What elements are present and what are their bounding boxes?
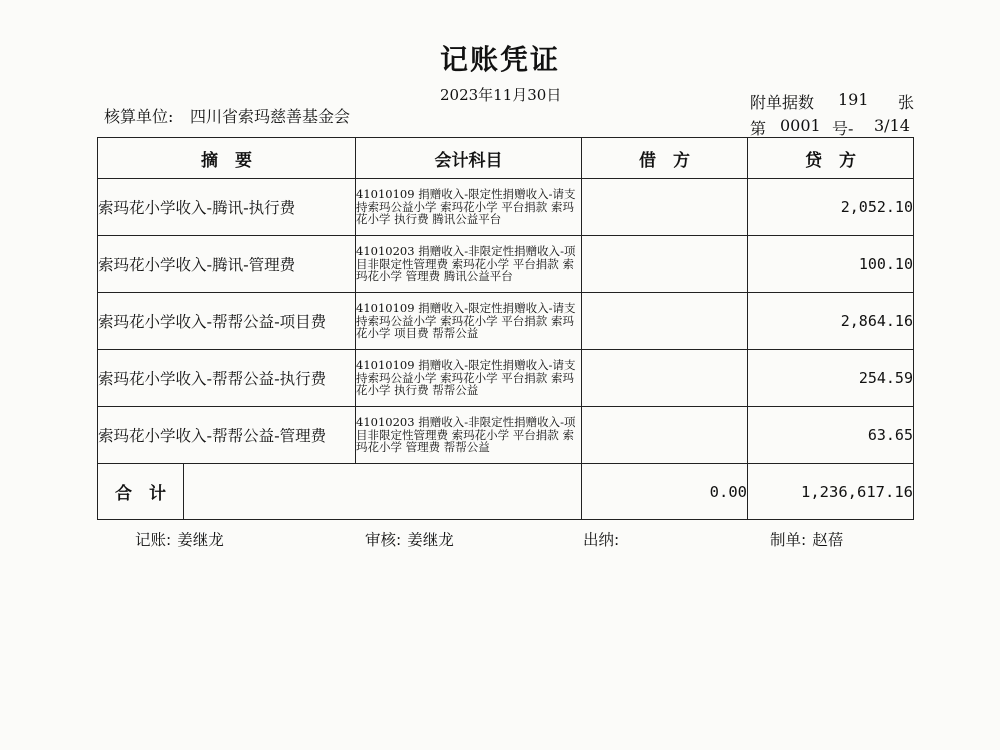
header-debit: 借 方: [582, 138, 748, 179]
header-credit: 贷 方: [748, 138, 914, 179]
accounting-unit-label: 核算单位:: [104, 107, 174, 126]
cashier-label: 出纳:: [583, 531, 620, 549]
row-summary: 索玛花小学收入-帮帮公益-执行费: [98, 350, 356, 407]
row-debit: [582, 293, 748, 350]
voucher-table: [97, 137, 914, 520]
reviewer-signature: [365, 528, 454, 550]
total-row: [98, 464, 914, 520]
accounting-unit-value: 四川省索玛慈善基金会: [190, 107, 351, 126]
preparer-label: 制单:: [770, 531, 807, 549]
row-credit: 254.59: [748, 350, 914, 407]
row-account: 41010203 捐赠收入-非限定性捐赠收入-项目非限定性管理费 索玛花小学 平台捐款 索玛花小学 管理费 帮帮公益: [356, 407, 582, 464]
row-debit: [582, 236, 748, 293]
voucher-date: 2023年11月30日: [440, 86, 562, 104]
voucher-no: 0001: [780, 116, 821, 135]
table-row: [98, 350, 914, 407]
table-row: [98, 407, 914, 464]
row-debit: [582, 179, 748, 236]
row-debit: [582, 350, 748, 407]
row-credit: 2,864.16: [748, 293, 914, 350]
voucher-prefix: 第: [750, 119, 767, 138]
row-credit: 100.10: [748, 236, 914, 293]
total-debit: 0.00: [582, 464, 748, 520]
table-row: [98, 293, 914, 350]
header-summary: 摘 要: [98, 138, 356, 179]
row-summary: 索玛花小学收入-帮帮公益-项目费: [98, 293, 356, 350]
row-account: 41010109 捐赠收入-限定性捐赠收入-请支持索玛公益小学 索玛花小学 平台捐款 索玛花小学 执行费 腾讯公益平台: [356, 179, 582, 236]
row-account: 41010203 捐赠收入-非限定性捐赠收入-项目非限定性管理费 索玛花小学 平台捐款 索玛花小学 管理费 腾讯公益平台: [356, 236, 582, 293]
row-summary: 索玛花小学收入-腾讯-管理费: [98, 236, 356, 293]
total-credit: 1,236,617.16: [748, 464, 914, 520]
reviewer-label: 审核:: [365, 531, 402, 549]
row-debit: [582, 407, 748, 464]
bookkeeper-label: 记账:: [135, 531, 172, 549]
voucher-page: 3/14: [874, 116, 910, 135]
cashier-signature: [583, 528, 625, 550]
row-summary: 索玛花小学收入-帮帮公益-管理费: [98, 407, 356, 464]
row-summary: 索玛花小学收入-腾讯-执行费: [98, 179, 356, 236]
table-row: [98, 179, 914, 236]
attachments-label: 附单据数: [750, 93, 815, 112]
row-account: 41010109 捐赠收入-限定性捐赠收入-请支持索玛公益小学 索玛花小学 平台捐款 索玛花小学 执行费 帮帮公益: [356, 350, 582, 407]
header-account: 会计科目: [356, 138, 582, 179]
voucher-suffix: 号-: [832, 119, 854, 138]
table-row: [98, 236, 914, 293]
preparer-signature: [770, 528, 843, 550]
bookkeeper-signature: [135, 528, 224, 550]
voucher-title: 记账凭证: [439, 43, 560, 76]
row-credit: 63.65: [748, 407, 914, 464]
table-header-row: [98, 138, 914, 179]
bookkeeper-name: 姜继龙: [177, 531, 224, 549]
row-credit: 2,052.10: [748, 179, 914, 236]
attachments-count: 191: [838, 90, 869, 109]
preparer-name: 赵蓓: [812, 531, 844, 549]
reviewer-name: 姜继龙: [407, 531, 454, 549]
attachments-unit: 张: [898, 93, 915, 112]
total-blank: [184, 464, 582, 520]
total-label: 合 计: [98, 464, 184, 520]
row-account: 41010109 捐赠收入-限定性捐赠收入-请支持索玛公益小学 索玛花小学 平台捐款 索玛花小学 项目费 帮帮公益: [356, 293, 582, 350]
